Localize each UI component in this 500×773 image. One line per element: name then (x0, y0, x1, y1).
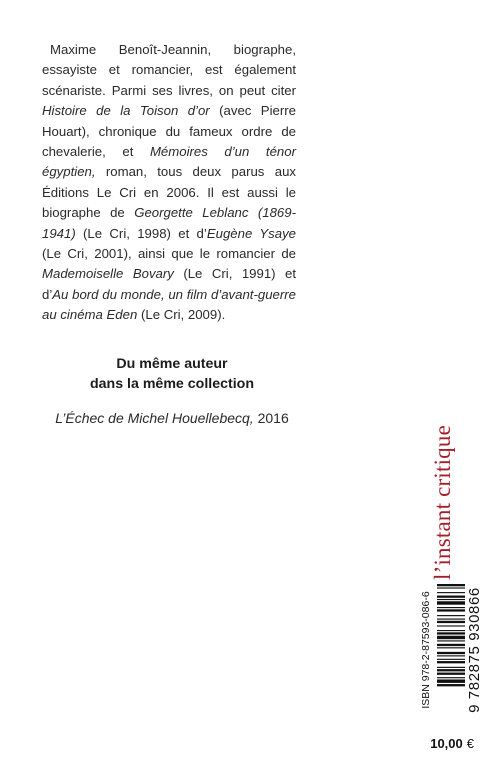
barcode-bar (437, 619, 465, 620)
barcode-bar (437, 587, 465, 588)
heading-line-1: Du même auteur (116, 356, 228, 372)
barcode-bar (437, 669, 465, 671)
barcode-bar (437, 644, 465, 646)
ean-digits: 9 782875 930866 (466, 587, 483, 713)
barcode-bar (437, 601, 465, 604)
biography-paragraph: Maxime Benoît-Jeannin, biographe, essayiste et romancier, est également scénariste. Parmi ses livres, on peut citer Histoire de la Toison d’or (avec Pierre Houart), chronique du fameux ordre de chevalerie, et Mémoires d’un ténor égyptien, roman, tous deux parus aux Éditions Le Cri en 2006. Il est aussi le biographe de Georgette Leblanc (1869-1941) (Le Cri, 1998) et d’Eugène Ysaye (Le Cri, 2001), ainsi que le romancier de Mademoiselle Bovary (Le Cri, 1991) et d’Au bord du monde, un film d’avant-guerre au cinéma Eden (Le Cri, 2009). (42, 42, 297, 323)
author-biography (42, 40, 296, 326)
barcode-bar (437, 636, 465, 639)
barcode-bar (437, 607, 465, 608)
price-amount: 10,00 (430, 736, 463, 751)
barcode-bar (437, 677, 465, 678)
isbn-text: ISBN 978-2-87593-086-6 (420, 591, 432, 709)
same-author-heading (42, 354, 302, 394)
barcode-bar (437, 621, 465, 623)
barcode-bar (437, 647, 465, 648)
barcode-bar (437, 679, 465, 682)
collection-label-wrap (402, 420, 456, 580)
barcode-bar (437, 630, 465, 631)
currency-symbol: € (466, 736, 474, 751)
barcode-bar (437, 652, 465, 654)
author-name: Maxime Benoît-Jeannin (50, 42, 208, 57)
bibliography-year: 2016 (253, 410, 289, 426)
barcode-bar (437, 632, 465, 634)
heading-line-2: dans la même collection (89, 376, 254, 392)
barcode-bar (437, 625, 465, 626)
barcode-bar (437, 684, 465, 686)
book-title: Mémoires d’un ténor égyptien, (42, 144, 296, 180)
price-label (404, 736, 474, 751)
barcode-bar (437, 599, 465, 600)
book-title: Georgette Leblanc (1869-1941) (42, 205, 296, 241)
barcode-bar (437, 673, 465, 675)
barcode-bar (437, 659, 465, 660)
barcode-bar (437, 667, 465, 668)
barcode-bar (437, 596, 465, 598)
book-title: Histoire de la Toison d’or (42, 103, 210, 119)
barcode-bar (437, 640, 465, 641)
barcode-bar (437, 609, 465, 611)
bibliography-title: L’Échec de Michel Houellebecq, (55, 410, 254, 426)
book-title: Au bord du monde, un film d’avant-guerre au cinéma Eden (42, 286, 296, 323)
collection-name: l’instant critique (430, 425, 455, 580)
barcode-block (420, 580, 482, 720)
book-title: Mademoiselle Bovary (42, 266, 174, 282)
barcode-bar (437, 661, 465, 663)
barcode-bar (437, 615, 465, 616)
bibliography-entry (42, 410, 302, 426)
book-title: Eugène Ysaye (206, 225, 296, 241)
barcode-bar (437, 592, 465, 593)
barcode-bar (437, 655, 465, 656)
barcode-bar (437, 584, 465, 586)
